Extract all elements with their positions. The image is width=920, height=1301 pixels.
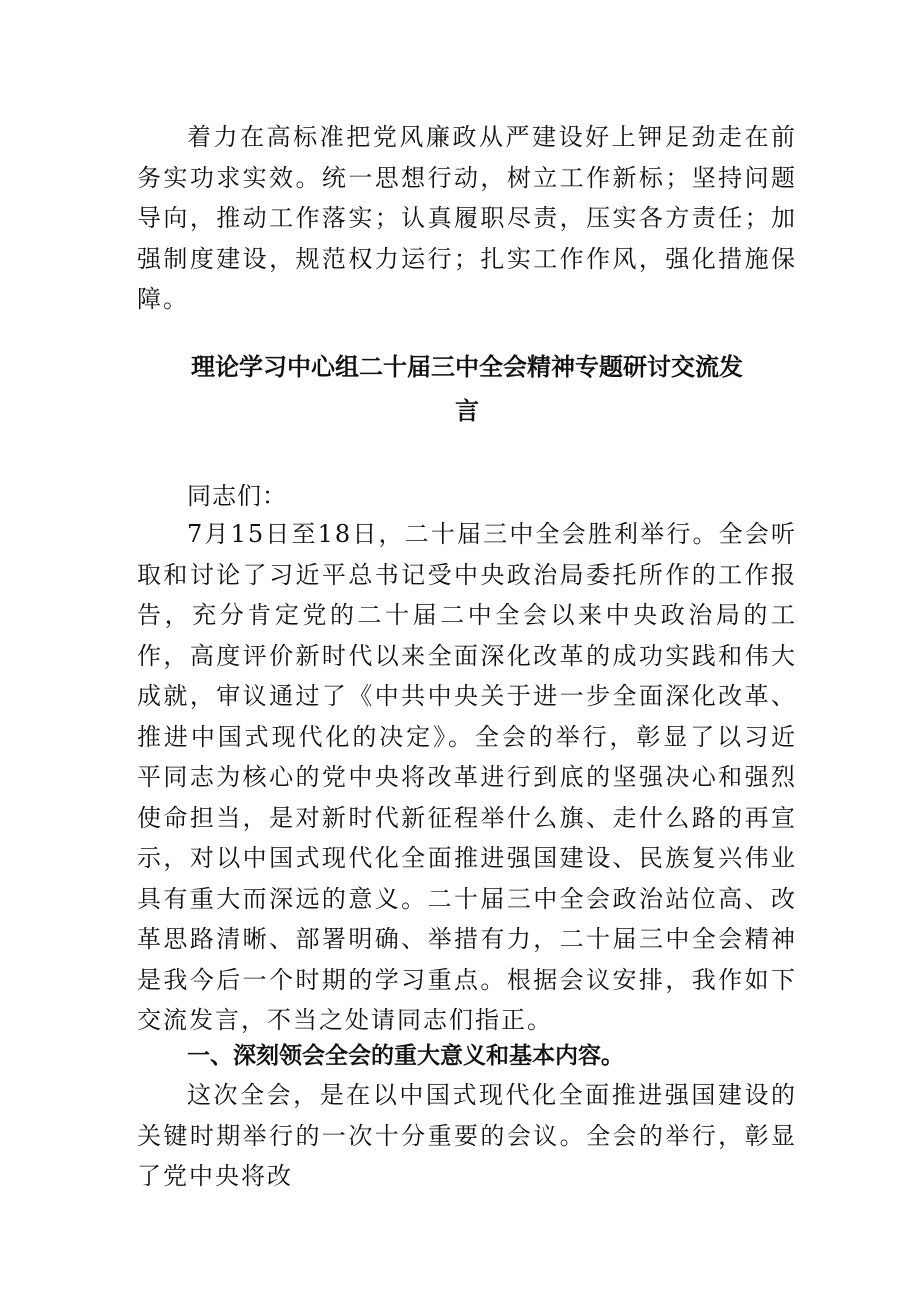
body-paragraph-2: 7月15日至18日，二十届三中全会胜利举行。全会听取和讨论了习近平总书记受中央政治局委托所作的工作报告，充分肯定党的二十届二中全会以来中央政治局的工作，高度评价新时代以来全面深化改革的成功实践和伟大成就，审议通过了《中共中央关于进一步全面深化改革、推进中国式现代化的决定》。全会的举行，彰显了以习近平同志为核心的党中央将改革进行到底的坚强决心和强烈使命担当，是对新时代新征程举什么旗、走什么路的再宣示，对以中国式现代化全面推进强国建设、民族复兴伟业具有重大而深远的意义。二十届三中全会政治站位高、改革思路清晰、部署明确、举措有力，二十届三中全会精神是我今后一个时期的学习重点。根据会议安排，我作如下交流发言，不当之处请同志们指正。 bbox=[137, 520, 797, 1034]
title-line-2: 言 bbox=[455, 397, 479, 425]
section-heading-1: 一、深刻领会全会的重大意义和基本内容。 bbox=[187, 1043, 624, 1069]
salutation: 同志们： bbox=[187, 482, 287, 510]
body-paragraph-3: 这次全会，是在以中国式现代化全面推进强国建设的关键时期举行的一次十分重要的会议。全会的举行，彰显了党中央将改 bbox=[137, 1081, 797, 1190]
title-line-1: 理论学习中心组二十届三中全会精神专题研讨交流发 bbox=[191, 353, 743, 381]
body-paragraph-1: 着力在高标准把党风廉政从严建设好上钾足劲走在前务实功求实效。统一思想行动，树立工作新标；坚持问题导向，推动工作落实；认真履职尽责，压实各方责任；加强制度建设，规范权力运行；扎实工作作风，强化措施保障。 bbox=[137, 123, 797, 313]
document-title bbox=[137, 345, 797, 433]
